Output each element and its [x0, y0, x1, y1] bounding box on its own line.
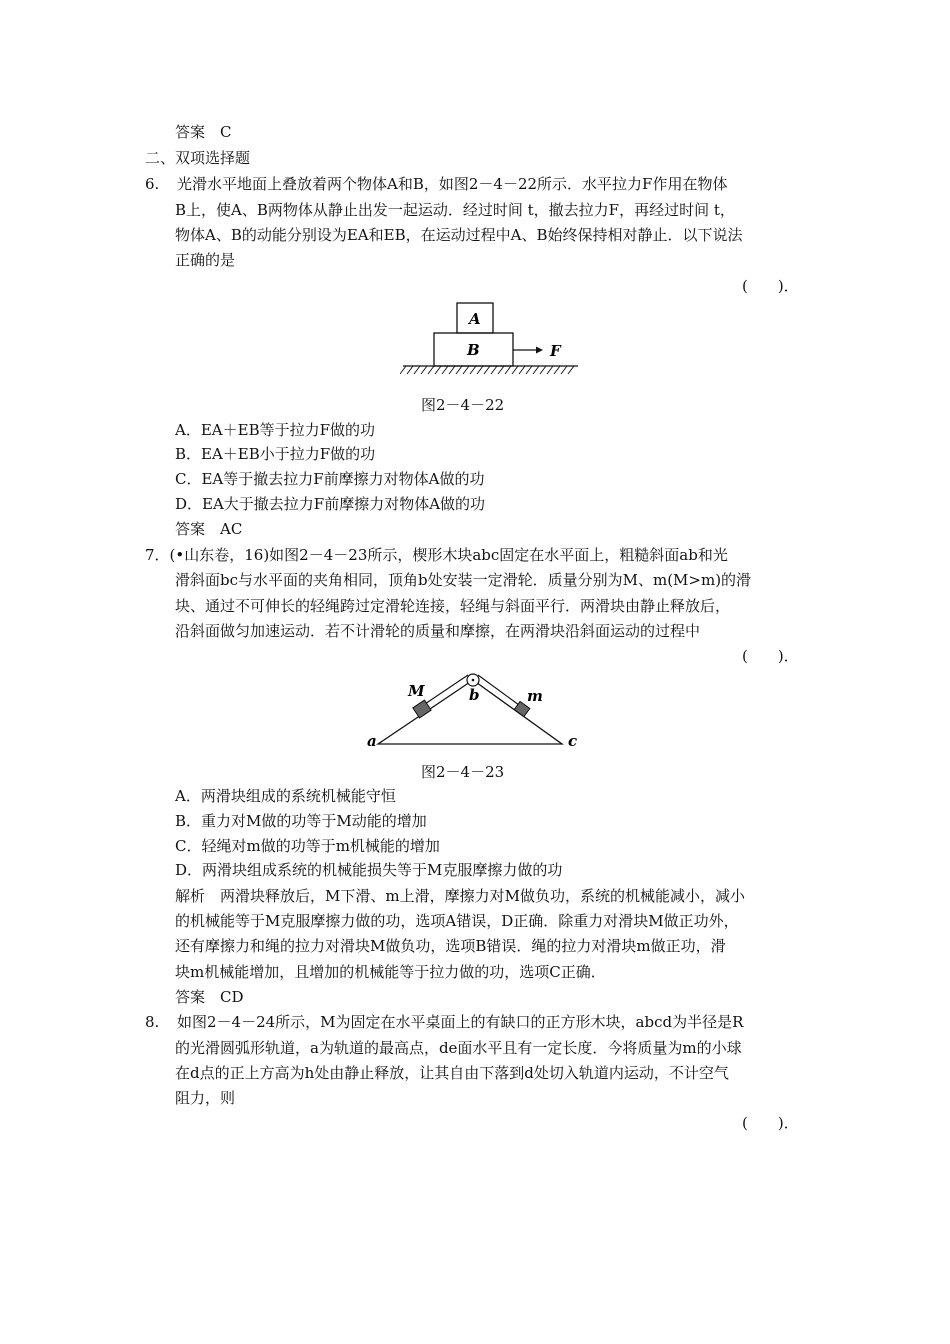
answer-q6: 答案 AC: [175, 520, 243, 538]
q8-stem-line4: 阻力，则: [175, 1089, 236, 1107]
section-heading: 二、双项选择题: [145, 149, 251, 167]
q7-stem-line4: 沿斜面做匀加速运动．若不计滑轮的质量和摩擦，在两滑块沿斜面运动的过程中: [175, 622, 701, 640]
q6-stem-line4: 正确的是: [175, 251, 236, 269]
q8-stem-line2: 的光滑圆弧形轨道，a为轨道的最高点，de面水平且有一定长度．今将质量为m的小球: [175, 1039, 742, 1057]
q6-option-d: D．EA大于撤去拉力F前摩擦力对物体A做的功: [175, 495, 486, 513]
label-c: c: [568, 732, 578, 750]
block-a-label: A: [469, 310, 481, 328]
force-label: F: [550, 342, 561, 360]
q7-figure-caption: 图2－4－23: [421, 763, 505, 781]
q6-option-b: B．EA＋EB小于拉力F做的功: [175, 445, 376, 463]
label-M: M: [408, 682, 425, 700]
figure-2-4-22: [400, 298, 580, 378]
q7-stem-line3: 块、通过不可伸长的轻绳跨过定滑轮连接，轻绳与斜面平行．两滑块由静止释放后，: [175, 597, 731, 615]
q7-stem-line1: 7．(•山东卷，16)如图2－4－23所示，楔形木块abc固定在水平面上，粗糙斜面ab和光: [145, 546, 728, 564]
q6-stem-line2: B上，使A、B两物体从静止出发一起运动．经过时间 t，撤去拉力F，再经过时间 t，: [175, 201, 735, 219]
q7-analysis-line1: 解析 两滑块释放后，M下滑、m上滑，摩擦力对M做负功，系统的机械能减小，减小: [175, 887, 745, 905]
q8-answer-blank: ( )．: [742, 1114, 799, 1132]
label-a: a: [367, 732, 377, 750]
q6-stem-line1: 光滑水平地面上叠放着两个物体A和B，如图2－4－22所示．水平拉力F作用在物体: [177, 175, 728, 193]
q7-analysis-line3: 还有摩擦力和绳的拉力对滑块M做负功，选项B错误．绳的拉力对滑块m做正功，滑: [175, 937, 726, 955]
label-b: b: [469, 686, 480, 704]
q7-option-c: C．轻绳对m做的功等于m机械能的增加: [175, 837, 440, 855]
q7-option-d: D．两滑块组成系统的机械能损失等于M克服摩擦力做的功: [175, 861, 563, 879]
q7-answer-blank: ( )．: [742, 647, 799, 665]
rope-right: [478, 675, 519, 705]
answer-q7: 答案 CD: [175, 988, 244, 1006]
q7-option-b: B．重力对M做的功等于M动能的增加: [175, 812, 427, 830]
q6-answer-blank: ( )．: [742, 277, 799, 295]
label-m: m: [527, 687, 543, 705]
q8-number: 8.: [145, 1013, 160, 1031]
q7-analysis-line2: 的机械能等于M克服摩擦力做的功，选项A错误，D正确．除重力对滑块M做正功外，: [175, 912, 739, 930]
q6-figure-caption: 图2－4－22: [421, 396, 505, 414]
block-M: [413, 700, 431, 718]
q7-option-a: A．两滑块组成的系统机械能守恒: [175, 787, 396, 805]
q6-stem-line3: 物体A、B的动能分别设为EA和EB，在运动过程中A、B始终保持相对静止．以下说法: [175, 226, 743, 244]
q7-analysis-line4: 块m机械能增加，且增加的机械能等于拉力做的功，选项C正确．: [175, 963, 606, 981]
q8-stem-line3: 在d点的正上方高为h处由静止释放，让其自由下落到d处切入轨道内运动，不计空气: [175, 1064, 729, 1082]
q6-number: 6.: [145, 175, 160, 193]
q6-option-a: A．EA＋EB等于拉力F做的功: [175, 421, 375, 439]
q7-stem-line2: 滑斜面bc与水平面的夹角相同，顶角b处安装一定滑轮．质量分别为M、m(M>m)的滑: [175, 571, 752, 589]
answer-q5: 答案 C: [175, 123, 232, 141]
block-b-label: B: [467, 341, 480, 359]
q6-option-c: C．EA等于撤去拉力F前摩擦力对物体A做的功: [175, 470, 485, 488]
figure-2-4-23: [360, 668, 590, 750]
q8-stem-line1: 如图2－4－24所示，M为固定在水平桌面上的有缺口的正方形木块，abcd为半径是R: [177, 1013, 744, 1031]
ground-hatching: [400, 366, 574, 374]
force-arrow-head: [536, 347, 543, 354]
